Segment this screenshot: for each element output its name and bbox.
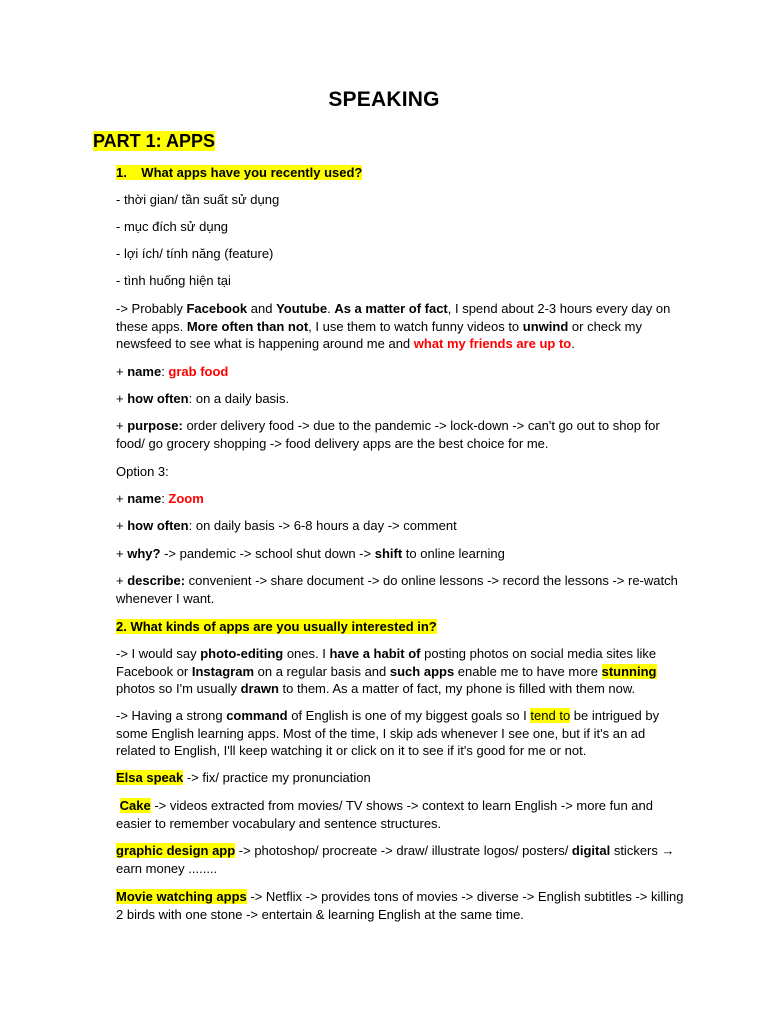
text: these apps. xyxy=(116,318,187,334)
line xyxy=(116,888,684,906)
label: how often xyxy=(127,391,189,406)
text: stickers xyxy=(610,843,662,858)
answer-1-line-3 xyxy=(116,335,676,353)
app-label: Movie watching apps xyxy=(116,889,247,904)
line: 2 birds with one stone -> entertain & learning English at the same time. xyxy=(116,906,524,922)
bold-text: drawn xyxy=(240,681,279,696)
bold-text: such apps xyxy=(389,663,455,679)
app-label: graphic design app xyxy=(116,843,236,858)
app-label: Cake xyxy=(119,798,151,813)
option-2-purpose xyxy=(116,417,676,452)
plus-sign: + xyxy=(116,491,128,506)
text: and xyxy=(247,301,277,316)
text: on a regular basis and xyxy=(254,663,390,679)
option-3-how-often xyxy=(116,517,676,535)
text: -> fix/ practice my pronunciation xyxy=(183,770,371,785)
plus-sign: + xyxy=(116,518,128,533)
colon: : xyxy=(161,364,169,379)
text: to online learning xyxy=(402,546,505,561)
text: -> Probably xyxy=(116,301,187,316)
line xyxy=(116,707,676,725)
line: related to English, I'll keep watching it or click on it to see if it's good for me or not. xyxy=(116,743,587,758)
note-situation: - tình huống hiện tại xyxy=(116,273,231,288)
text: , I spend about 2-3 hours every day on xyxy=(447,301,671,316)
text: -> videos extracted from movies/ TV shows -> context to learn English -> more fun and xyxy=(150,798,653,813)
question-1-text: What apps have you recently used? xyxy=(141,165,363,180)
text: newsfeed to see what is happening around me and xyxy=(116,336,414,351)
line: food/ go grocery shopping -> food delivery apps are the best choice for me. xyxy=(116,435,549,451)
question-1-number: 1. xyxy=(116,165,127,180)
text: -> Netflix -> provides tons of movies -> diverse -> English subtitles -> killing xyxy=(246,889,684,904)
graphic-design-paragraph xyxy=(116,842,676,877)
bold-text: photo-editing xyxy=(200,646,284,661)
bold-text: Facebook xyxy=(186,301,248,316)
line xyxy=(116,680,676,698)
answer-1-line-2 xyxy=(116,318,676,336)
bold-text: More often than not xyxy=(186,318,309,334)
text: Facebook or xyxy=(116,663,192,679)
bold-text: unwind xyxy=(522,318,569,334)
answer-1-paragraph xyxy=(116,300,676,353)
question-1-highlight xyxy=(116,165,362,180)
page-title: SPEAKING xyxy=(328,88,440,111)
label: name xyxy=(127,364,162,379)
app-name: Zoom xyxy=(168,491,204,506)
option-3-name xyxy=(116,490,676,508)
colon: : xyxy=(161,491,169,506)
note-benefit: - lợi ích/ tính năng (feature) xyxy=(116,246,274,261)
red-bold-text: what my friends are up to xyxy=(413,336,572,351)
text: : on a daily basis. xyxy=(188,391,290,406)
note-time: - thời gian/ tần suất sử dụng xyxy=(116,192,280,207)
highlighted-bold-text: stunning xyxy=(601,663,657,679)
bold-text: Youtube xyxy=(276,301,328,316)
text: . xyxy=(327,301,335,316)
movie-apps-paragraph xyxy=(116,888,684,923)
line: whenever I want. xyxy=(116,590,215,606)
line: some English learning apps. Most of the time, I skip ads whenever I see one, but if it's an ad xyxy=(116,725,646,741)
answer-3-paragraph xyxy=(116,707,676,760)
bold-text: shift xyxy=(374,546,403,561)
question-2-text: 2. What kinds of apps are you usually interested in? xyxy=(116,619,437,634)
bold-text: have a habit of xyxy=(329,646,421,661)
text: -> photoshop/ procreate -> draw/ illustrate logos/ posters/ xyxy=(235,843,572,858)
text: ones. I xyxy=(283,646,330,661)
text: , I use them to watch funny videos to xyxy=(308,318,523,334)
option-3-describe xyxy=(116,572,676,607)
text: : on daily basis -> 6-8 hours a day -> comment xyxy=(188,518,457,533)
app-name: grab food xyxy=(168,364,229,379)
option-2-how-often xyxy=(116,390,676,408)
answer-1-line-1 xyxy=(116,300,676,318)
plus-sign: + xyxy=(116,573,128,588)
text: convenient -> share document -> do online lessons -> record the lessons -> re-watch xyxy=(185,573,678,588)
label: describe: xyxy=(127,573,186,588)
highlighted-text: tend to xyxy=(530,708,571,723)
text: -> Having a strong xyxy=(116,708,227,723)
cake-paragraph xyxy=(116,797,676,832)
text: . xyxy=(571,336,575,351)
text: be intrigued by xyxy=(570,708,660,723)
bold-text: digital xyxy=(571,843,611,858)
line: easier to remember vocabulary and sentence structures. xyxy=(116,815,442,831)
option-3-why xyxy=(116,545,676,563)
text: or check my xyxy=(568,318,642,334)
answer-2-paragraph xyxy=(116,645,676,698)
line xyxy=(116,842,676,860)
plus-sign: + xyxy=(116,364,128,379)
text: posting photos on social media sites like xyxy=(420,646,657,661)
label: how often xyxy=(127,518,189,533)
question-2 xyxy=(116,618,676,636)
text: order delivery food -> due to the pandemic -> lock-down -> can't go out to shop for xyxy=(182,418,660,433)
part1-heading-text: PART 1: APPS xyxy=(93,131,216,151)
text: photos so I'm usually xyxy=(116,681,241,696)
line xyxy=(116,663,676,681)
text: to them. As a matter of fact, my phone is filled with them now. xyxy=(278,681,636,696)
text: -> I would say xyxy=(116,646,201,661)
part1-heading xyxy=(93,129,215,153)
option-3-label: Option 3: xyxy=(116,464,169,479)
question-1 xyxy=(116,164,676,182)
bold-text: Instagram xyxy=(191,663,255,679)
plus-sign: + xyxy=(116,418,128,433)
line xyxy=(116,417,676,435)
text: of English is one of my biggest goals so I xyxy=(287,708,531,723)
line xyxy=(116,645,676,663)
bold-text: As a matter of fact xyxy=(334,301,448,316)
text: enable me to have more xyxy=(454,663,602,679)
app-label: Elsa speak xyxy=(116,770,184,785)
elsa-speak-line xyxy=(116,769,676,787)
plus-sign: + xyxy=(116,546,128,561)
bold-text: command xyxy=(226,708,288,723)
text: -> pandemic -> school shut down -> xyxy=(160,546,375,561)
label: purpose: xyxy=(127,418,183,433)
label: name xyxy=(127,491,162,506)
option-2-name xyxy=(116,363,676,381)
plus-sign: + xyxy=(116,391,128,406)
note-purpose: - mục đích sử dụng xyxy=(116,219,229,234)
label: why? xyxy=(127,546,161,561)
line xyxy=(116,572,676,590)
line: earn money ........ xyxy=(116,860,218,876)
line xyxy=(116,797,676,815)
arrow-right-icon: → xyxy=(661,843,675,858)
